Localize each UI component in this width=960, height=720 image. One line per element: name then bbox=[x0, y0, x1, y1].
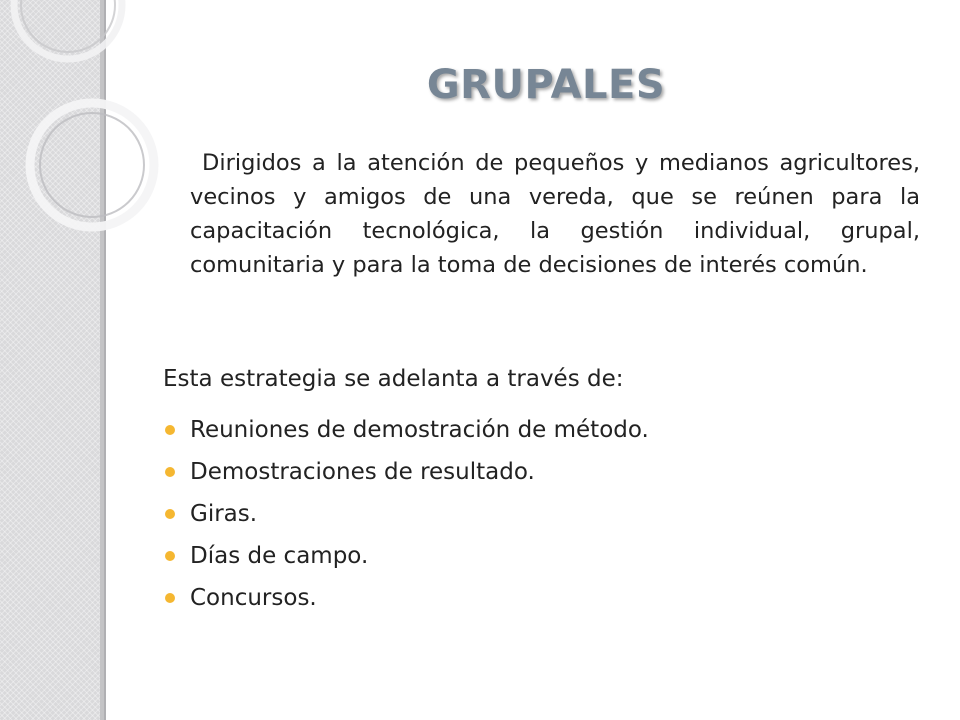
list-item-text: Demostraciones de resultado. bbox=[190, 459, 535, 485]
bullet-list bbox=[163, 412, 649, 622]
list-item bbox=[163, 496, 649, 538]
list-item bbox=[163, 412, 649, 454]
bullet-dot-icon bbox=[165, 551, 175, 561]
list-item bbox=[163, 580, 649, 622]
slide-title: GRUPALES bbox=[426, 62, 666, 108]
bullet-dot-icon bbox=[165, 467, 175, 477]
list-item bbox=[163, 454, 649, 496]
list-item-text: Giras. bbox=[190, 501, 258, 527]
intro-paragraph: Dirigidos a la atención de pequeños y medianos agricultores, vecinos y amigos de una vereda, que se reúnen para la capacitación tecnológica, la gestión individual, grupal, comunitaria y para la toma de decisiones de interés común. bbox=[190, 150, 920, 278]
list-item-text: Reuniones de demostración de método. bbox=[190, 417, 649, 443]
bullet-dot-icon bbox=[165, 509, 175, 519]
bullet-dot-icon bbox=[165, 425, 175, 435]
list-item-text: Días de campo. bbox=[190, 543, 369, 569]
decorative-rings bbox=[0, 0, 140, 260]
bullet-dot-icon bbox=[165, 593, 175, 603]
list-item-text: Concursos. bbox=[190, 585, 317, 611]
lead-text: Esta estrategia se adelanta a través de: bbox=[163, 366, 624, 392]
list-item bbox=[163, 538, 649, 580]
